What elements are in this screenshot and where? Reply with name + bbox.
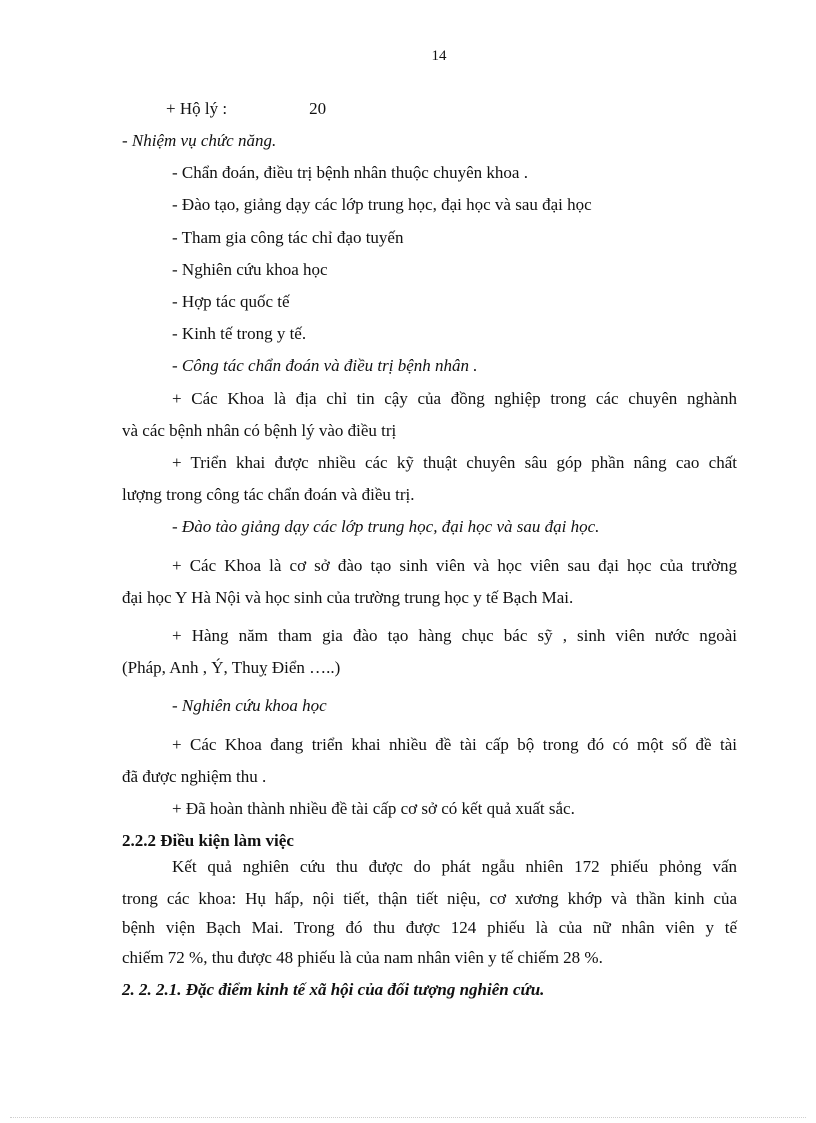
paragraph-line: Kết quả nghiên cứu thu được do phát ngẫu nhiên 172 phiếu phỏng vấn <box>172 857 737 876</box>
list-item: - Hợp tác quốc tế <box>172 292 290 311</box>
list-item: - Tham gia công tác chỉ đạo tuyến <box>172 228 404 247</box>
paragraph-line: + Các Khoa đang triển khai nhiều đề tài cấp bộ trong đó có một số đề tài <box>172 735 737 754</box>
paragraph-line: lượng trong công tác chẩn đoán và điều trị. <box>122 485 415 504</box>
paragraph-line: + Đã hoàn thành nhiều đề tài cấp cơ sở có kết quả xuất sắc. <box>172 799 575 818</box>
subheading-dao-tao: - Đào tào giảng dạy các lớp trung học, đại học và sau đại học. <box>172 517 600 536</box>
subheading-nghien-cuu: - Nghiên cứu khoa học <box>172 696 327 715</box>
paragraph-line: + Triển khai được nhiều các kỹ thuật chuyên sâu góp phần nâng cao chất <box>172 453 737 472</box>
page-number: 14 <box>431 48 447 64</box>
paragraph-line: (Pháp, Anh , Ý, Thuỵ Điển …..) <box>122 658 341 677</box>
page-bottom-divider <box>10 1117 806 1118</box>
line-ho-ly <box>166 98 326 120</box>
subheading-chan-doan: - Công tác chẩn đoán và điều trị bệnh nhân . <box>172 356 478 375</box>
list-item: - Kinh tế trong y tế. <box>172 324 307 343</box>
ho-ly-count: 20 <box>309 99 327 118</box>
section-heading-2-2-2: 2.2.2 Điều kiện làm việc <box>122 831 294 850</box>
paragraph-line: + Hàng năm tham gia đào tạo hàng chục bác sỹ , sinh viên nước ngoài <box>172 626 737 645</box>
paragraph-line: đại học Y Hà Nội và học sinh của trường trung học y tế Bạch Mai. <box>122 588 574 607</box>
paragraph-line: + Các Khoa là địa chỉ tin cậy của đồng nghiệp trong các chuyên nghành <box>172 389 737 408</box>
paragraph-line: chiếm 72 %, thu được 48 phiếu là của nam nhân viên y tế chiếm 28 %. <box>122 948 603 967</box>
list-item: - Nghiên cứu khoa học <box>172 260 328 279</box>
paragraph-line: trong các khoa: Hụ hấp, nội tiết, thận tiết niệu, cơ xương khớp và thần kinh của <box>122 889 737 908</box>
paragraph-line: đã được nghiệm thu . <box>122 767 267 786</box>
list-item: - Chẩn đoán, điều trị bệnh nhân thuộc chuyên khoa . <box>172 163 528 182</box>
list-item: - Đào tạo, giảng dạy các lớp trung học, đại học và sau đại học <box>172 195 592 214</box>
heading-nhiem-vu: - Nhiệm vụ chức năng. <box>122 131 277 150</box>
ho-ly-label: + Hộ lý : <box>166 99 228 118</box>
paragraph-line: + Các Khoa là cơ sở đào tạo sinh viên và học viên sau đại học của trường <box>172 556 737 575</box>
paragraph-line: và các bệnh nhân có bệnh lý vào điều trị <box>122 421 397 440</box>
section-heading-2-2-2-1: 2. 2. 2.1. Đặc điểm kinh tế xã hội của đối tượng nghiên cứu. <box>122 980 545 999</box>
paragraph-line: bệnh viện Bạch Mai. Trong đó thu được 124 phiếu là của nữ nhân viên y tế <box>122 918 737 937</box>
